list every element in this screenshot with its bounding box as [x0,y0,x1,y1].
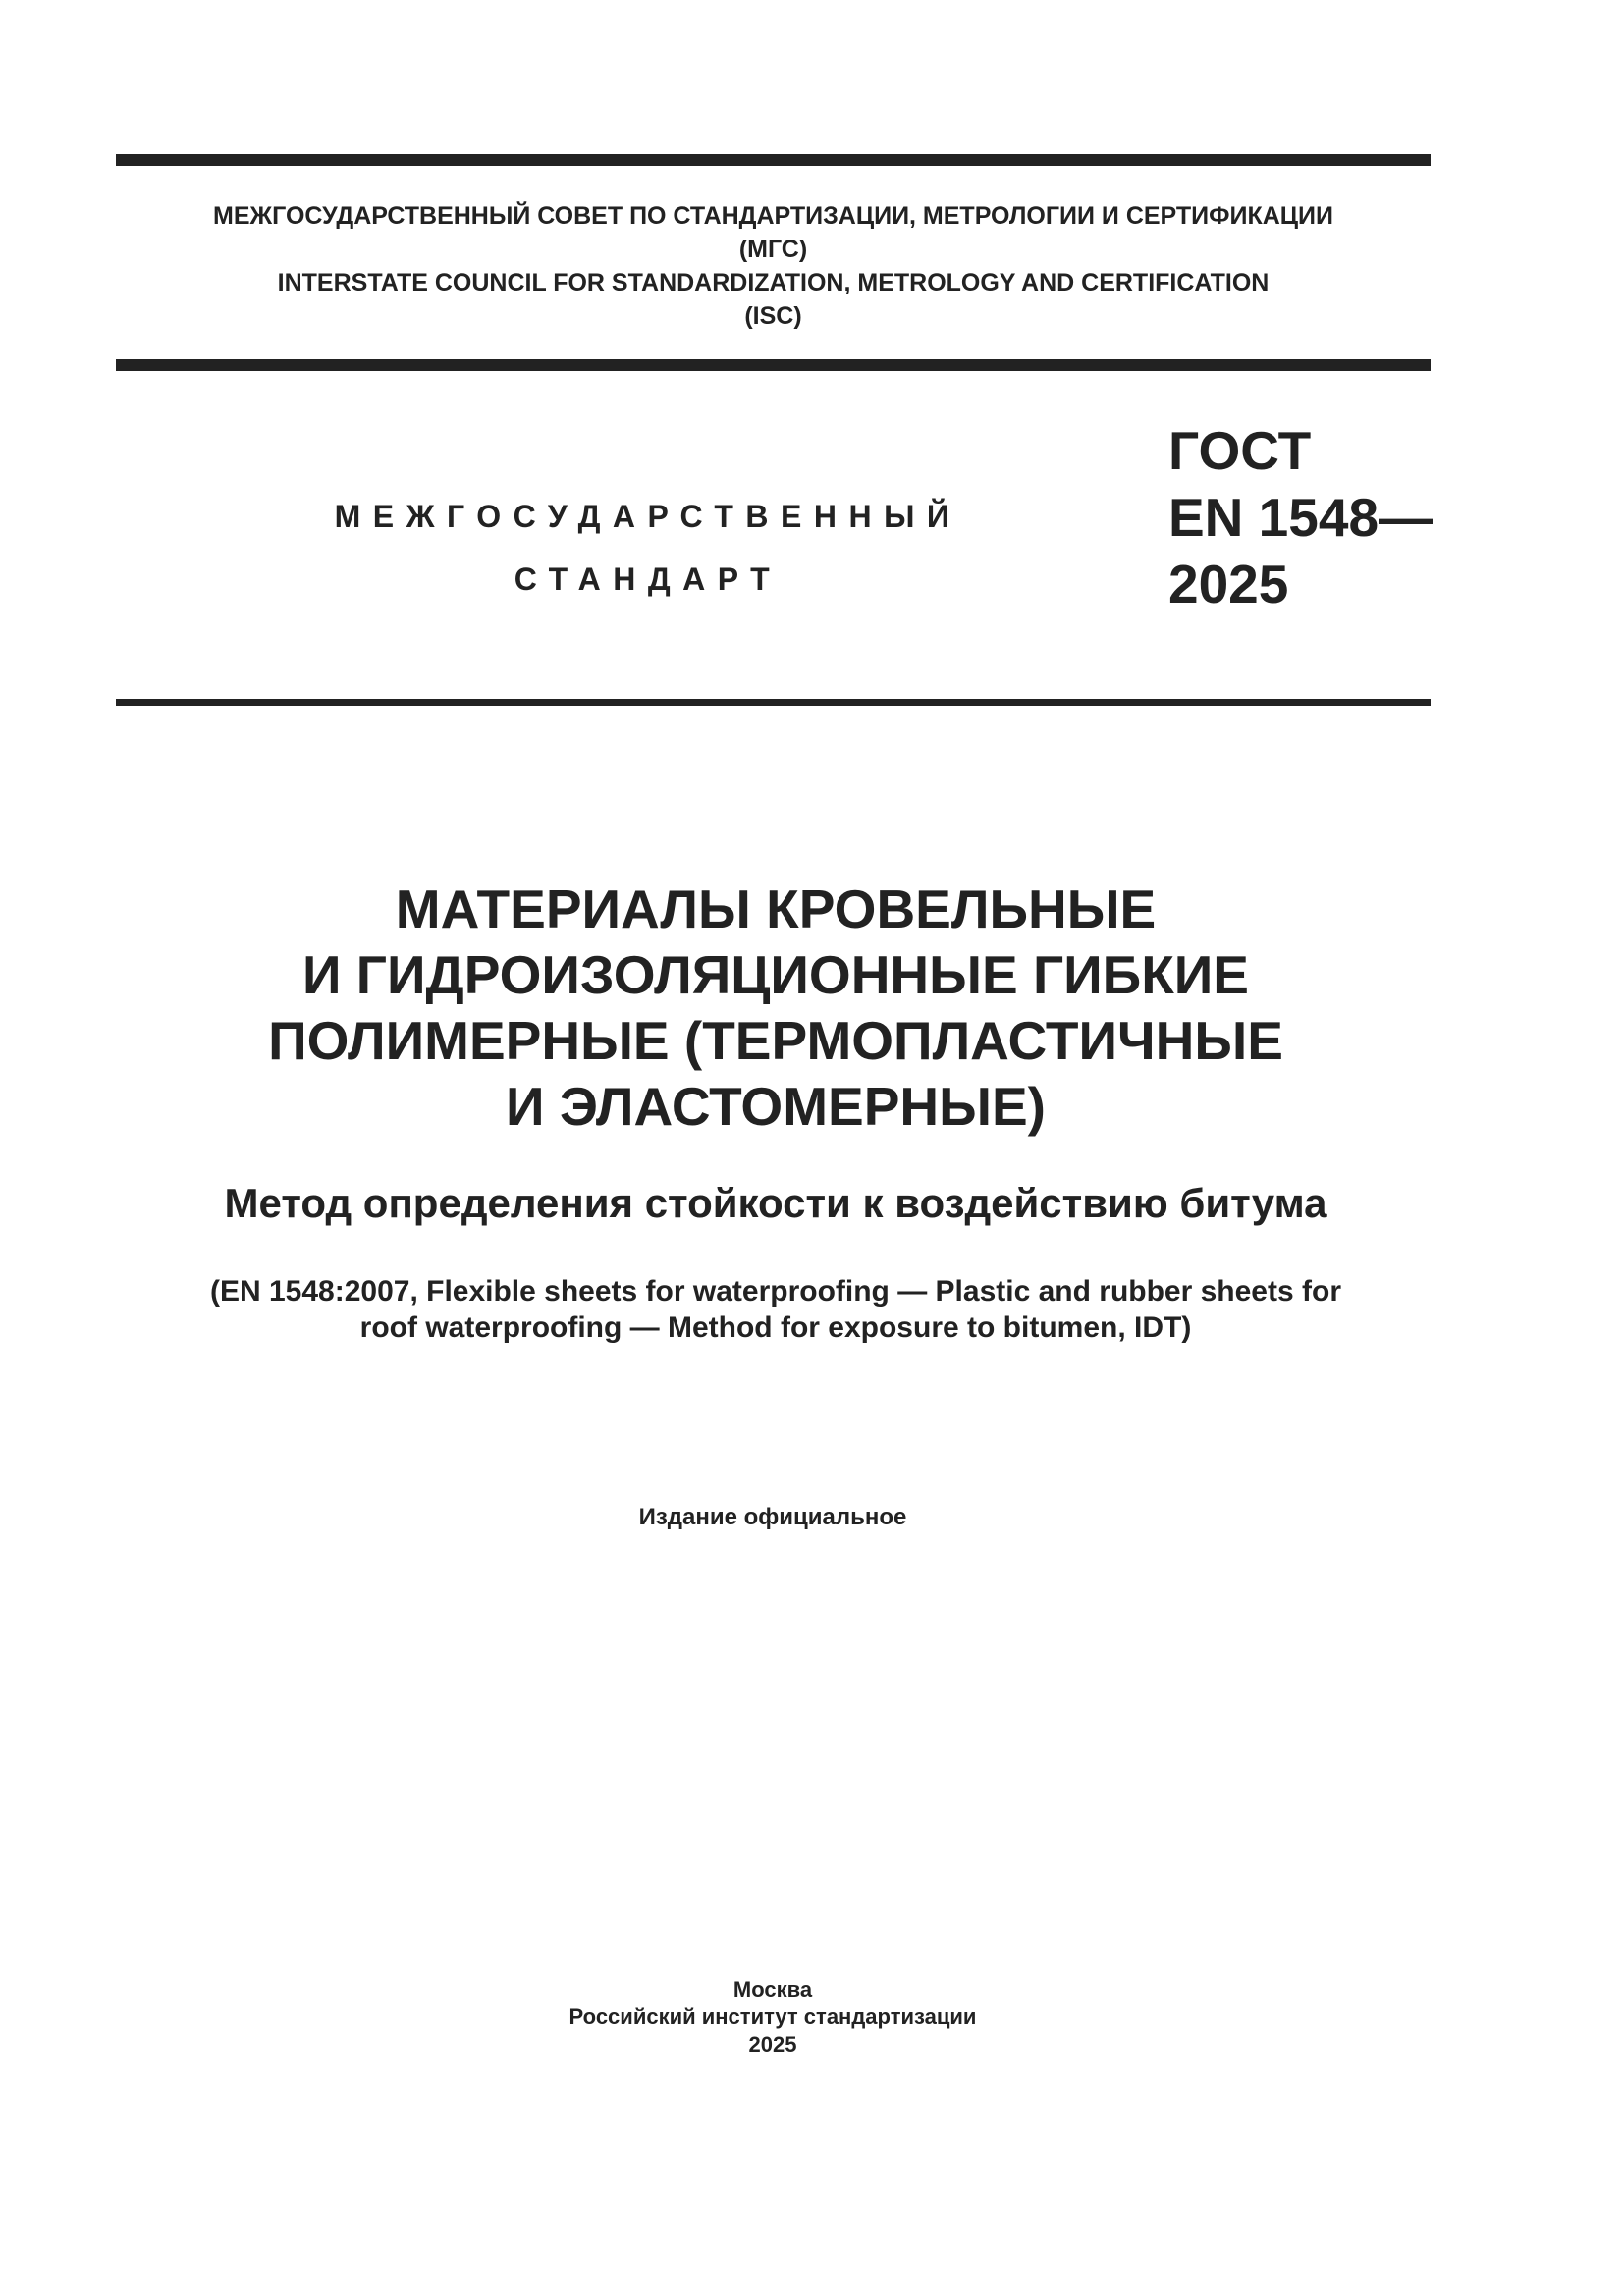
document-title [0,877,1551,1140]
document-subtitle: Метод определения стойкости к воздействию битума [224,1180,1327,1226]
council-abbr-ru: (МГС) [738,236,808,263]
header-bottom-rule [116,359,1431,371]
title-line: МАТЕРИАЛЫ КРОВЕЛЬНЫЕ [395,879,1157,939]
title-line: ПОЛИМЕРНЫЕ (ТЕРМОПЛАСТИЧНЫЕ [268,1010,1283,1071]
council-name-ru: МЕЖГОСУДАРСТВЕННЫЙ СОВЕТ ПО СТАНДАРТИЗАЦИИ, МЕТРОЛОГИИ И СЕРТИФИКАЦИИ [213,202,1333,230]
edition-label: Издание официальное [638,1504,907,1530]
reference-line: roof waterproofing — Method for exposure to bitumen, IDT) [359,1311,1192,1344]
imprint-publisher: Российский институт стандартизации [568,2004,977,2029]
reference-line: (EN 1548:2007, Flexible sheets for waterproofing — Plastic and rubber sheets for [209,1275,1341,1308]
standard-code-line1: ГОСТ [1168,420,1312,481]
standard-code-line2: EN 1548— [1168,487,1434,548]
standard-kind-line2: СТАНДАРТ [514,561,783,597]
standard-designation [1168,417,1433,617]
top-rule [116,154,1431,166]
council-header [116,199,1431,333]
title-line: И ЭЛАСТОМЕРНЫЕ) [506,1076,1046,1137]
council-name-en: INTERSTATE COUNCIL FOR STANDARDIZATION, METROLOGY AND CERTIFICATION [277,269,1270,296]
title-line: И ГИДРОИЗОЛЯЦИОННЫЕ ГИБКИЕ [301,944,1249,1005]
designation-bottom-rule [116,699,1431,706]
reference-standard [0,1273,1551,1346]
standard-kind-line1: МЕЖГОСУДАРСТВЕННЫЙ [334,499,962,534]
council-abbr-en: (ISC) [744,302,802,330]
standard-code-line3: 2025 [1168,554,1289,614]
imprint-year: 2025 [748,2032,797,2056]
standard-kind [295,485,1001,611]
imprint [0,1976,1545,2058]
imprint-city: Москва [732,1977,813,2002]
